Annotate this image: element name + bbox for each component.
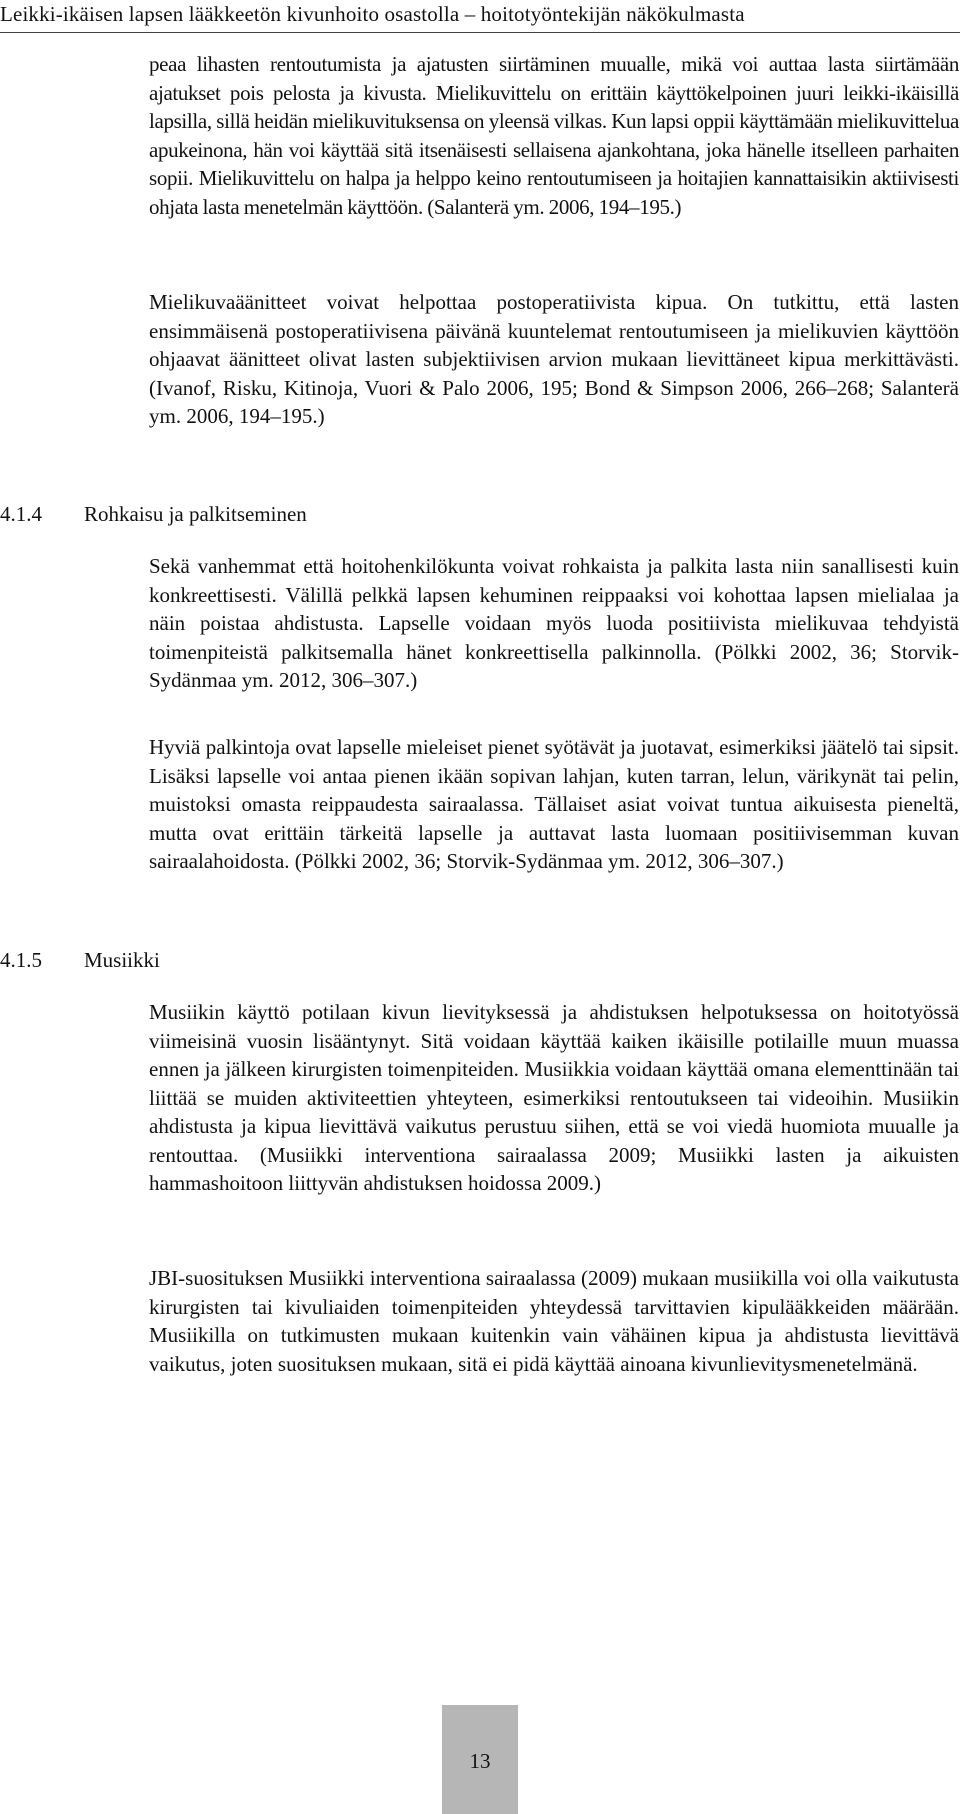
paragraph-text: Mielikuvaäänitteet voivat helpottaa postoperatiivista kipua. On tutkittu, että lasten ensimmäisenä postoperatiivisena päivänä kuuntelemat rentoutumiseen ja mielikuvien käyttöön ohjaavat äänitteet olivat lasten subjektiivisen arvion mukaan lievittäneet kipua merkittävästi. (Ivanof, Risku, Kitinoja, Vuori & Palo 2006, 195; Bond & Simpson 2006, 266–268; Salanterä ym. 2006, 194–195.) — [149, 290, 959, 428]
section-title: Rohkaisu ja palkitseminen — [84, 502, 307, 526]
running-title: Leikki-ikäisen lapsen lääkkeetön kivunhoito osastolla – hoitotyöntekijän näkökulmasta — [0, 2, 745, 26]
paragraph-text: Hyviä palkintoja ovat lapselle mieleiset pienet syötävät ja juotavat, esimerkiksi jäätelö tai sipsit. Lisäksi lapselle voi antaa pienen ikään sopivan lahjan, kuten tarran, lelun, värikynät tai pelin, muistoksi omasta reippaudesta sairaalassa. Tällaiset asiat voivat tuntua aikuisesta pieneltä, mutta ovat erittäin tärkeitä lapselle ja auttavat lasta luomaan positiivisemman kuvan sairaalahoidosta. (Pölkki 2002, 36; Storvik-Sydänmaa ym. 2012, 306–307.) — [149, 735, 959, 873]
section-title: Musiikki — [84, 948, 160, 972]
section-heading-4-1-5 — [0, 948, 160, 973]
paragraph-rewards — [149, 733, 959, 876]
section-number: 4.1.4 — [0, 502, 42, 526]
section-number: 4.1.5 — [0, 948, 42, 972]
paragraph-text: Musiikin käyttö potilaan kivun lievityksessä ja ahdistuksen helpotuksessa on hoitotyössä viimeisinä vuosin lisääntynyt. Sitä voidaan käyttää kaiken ikäisille potilaille muun muassa ennen ja jälkeen kirurgisten toimenpiteiden. Musiikkia voidaan käyttää omana elementtinään tai liittää se muiden aktiviteettien yhteyteen, esimerkiksi rentoutukseen tai videoihin. Musiikin ahdistusta ja kipua lievittävä vaikutus perustuu siihen, että se voi viedä huomiota muualle ja rentouttaa. (Musiikki interventiona sairaalassa 2009; Musiikki lasten ja aikuisten hammashoitoon liittyvän ahdistuksen hoidossa 2009.) — [149, 1000, 959, 1195]
page-number: 13 — [469, 1749, 491, 1773]
paragraph-encouragement — [149, 552, 959, 695]
paragraph-text: peaa lihasten rentoutumista ja ajatusten siirtäminen muualle, mikä voi auttaa lasta siirtämään ajatukset pois pelosta ja kivusta. Mielikuvittelu on erittäin käyttökelpoinen juuri leikki-ikäisillä lapsilla, sillä heidän mielikuvituksensa on yleensä vilkas. Kun lapsi oppii käyttämään mielikuvittelua apukeinona, hän voi käyttää sitä itsenäisesti sellaisena ajankohtana, joka hänelle itselleen parhaiten sopii. Mielikuvittelu on halpa ja helppo keino rentoutumiseen ja hoitajien kannattaisikin aktiivisesti ohjata lasta menetelmän käyttöön. (Salanterä ym. 2006, 194–195.) — [149, 52, 959, 219]
paragraph-text: Sekä vanhemmat että hoitohenkilökunta voivat rohkaista ja palkita lasta niin sanallisesti kuin konkreettisesti. Välillä pelkkä lapsen kehuminen reippaaksi voi kohottaa lapsen mielialaa ja näin poistaa ahdistusta. Lapselle voidaan myös luoda positiivista mielikuvaa tehdyistä toimenpiteistä palkitsemalla hänet konkreettisella palkinnolla. (Pölkki 2002, 36; Storvik-Sydänmaa ym. 2012, 306–307.) — [149, 554, 959, 692]
paragraph-imagery — [149, 50, 959, 221]
paragraph-text: JBI-suosituksen Musiikki interventiona sairaalassa (2009) mukaan musiikilla voi olla vaikutusta kirurgisten tai kivuliaiden toimenpiteiden yhteydessä tarvittavien kipulääkkeiden määrään. Musiikilla on tutkimusten mukaan kuitenkin vain vähäinen kipua ja ahdistusta lievittävä vaikutus, joten suosituksen mukaan, sitä ei pidä käyttää ainoana kivunlievitysmenetelmänä. — [149, 1266, 959, 1376]
paragraph-music — [149, 998, 959, 1198]
section-heading-4-1-4 — [0, 502, 307, 527]
page-number-box — [442, 1705, 518, 1814]
running-header — [0, 0, 960, 33]
paragraph-imagery-recordings — [149, 288, 959, 431]
paragraph-jbi-recommendation — [149, 1264, 959, 1378]
